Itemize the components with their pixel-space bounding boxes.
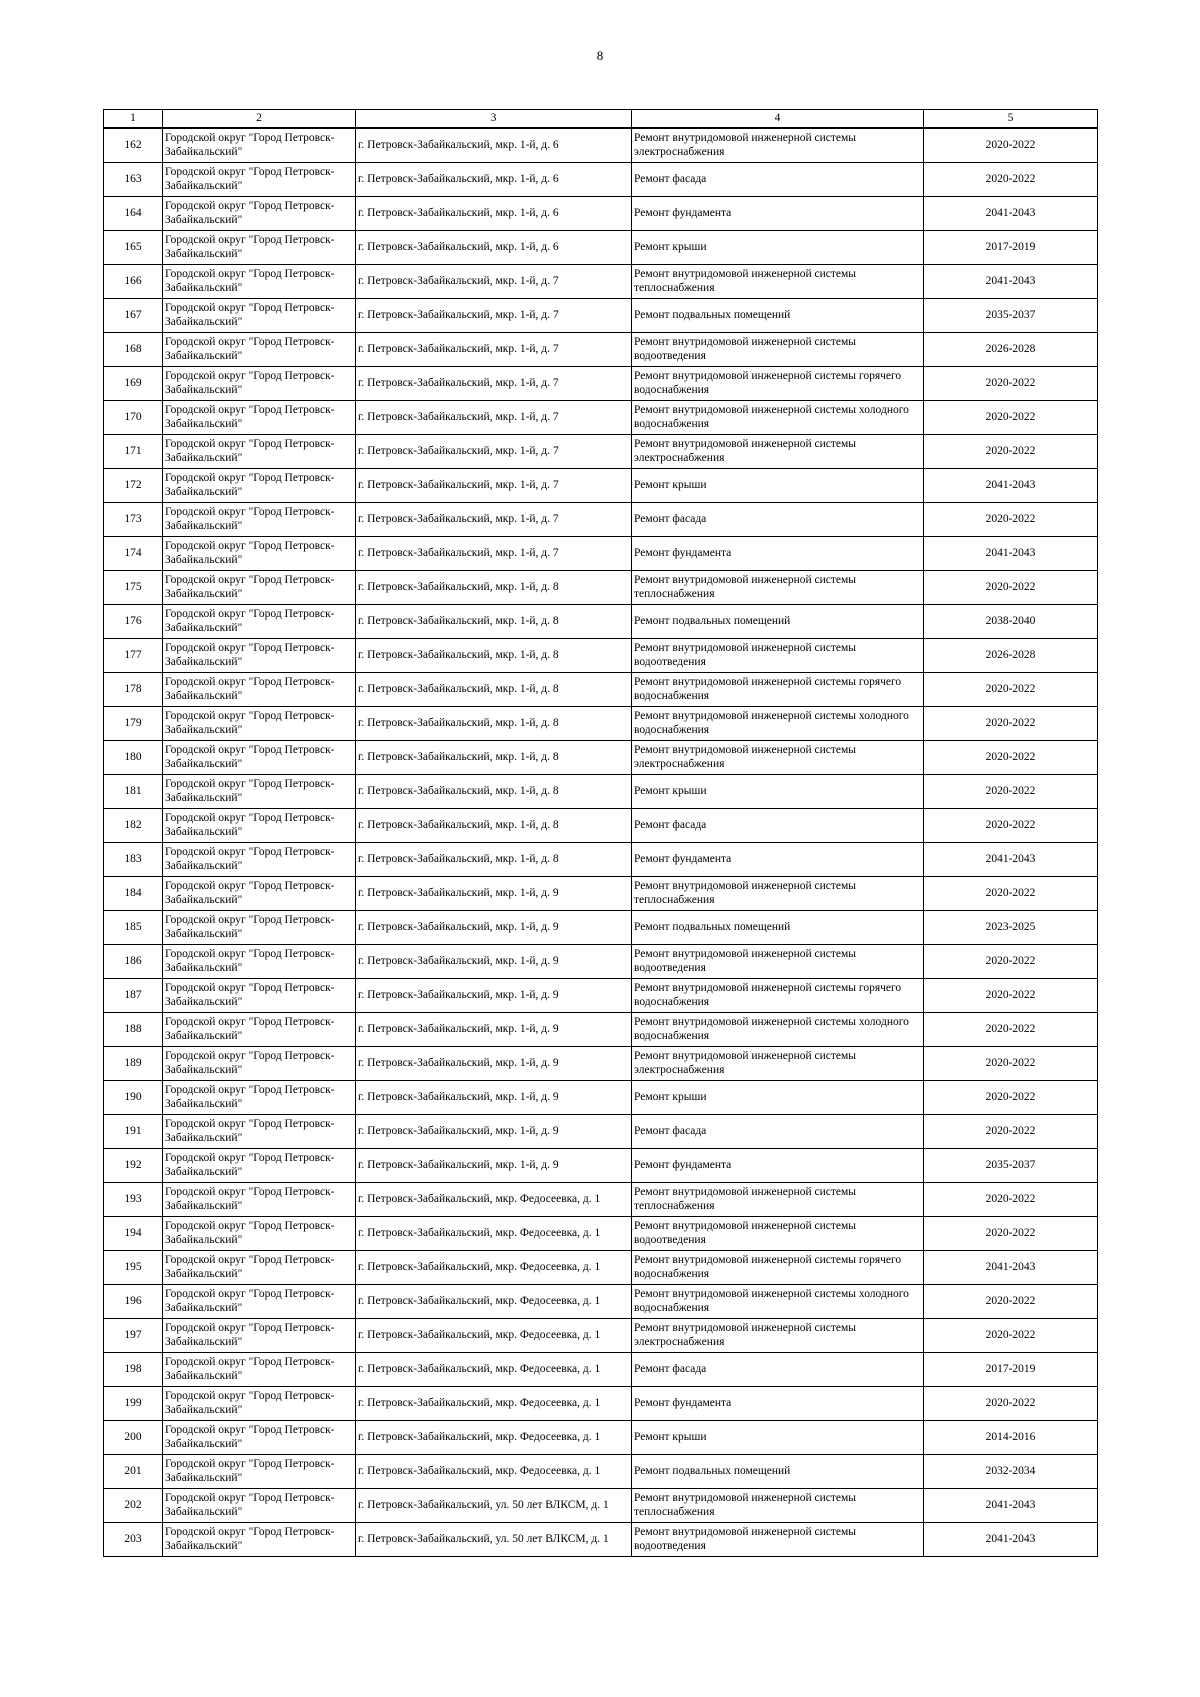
period-cell: 2032-2034 <box>924 1454 1098 1488</box>
period-cell: 2020-2022 <box>924 944 1098 978</box>
row-number-cell: 194 <box>104 1216 163 1250</box>
period-cell: 2020-2022 <box>924 706 1098 740</box>
municipality-cell: Городской округ "Город Петровск-Забайкальский" <box>163 1046 356 1080</box>
address-cell: г. Петровск-Забайкальский, мкр. 1-й, д. 7 <box>356 264 632 298</box>
period-cell: 2020-2022 <box>924 1318 1098 1352</box>
address-cell: г. Петровск-Забайкальский, мкр. Федосеевка, д. 1 <box>356 1420 632 1454</box>
row-number-cell: 166 <box>104 264 163 298</box>
municipality-cell: Городской округ "Город Петровск-Забайкальский" <box>163 366 356 400</box>
work-type-cell: Ремонт фасада <box>632 162 924 196</box>
address-cell: г. Петровск-Забайкальский, мкр. 1-й, д. 9 <box>356 978 632 1012</box>
address-cell: г. Петровск-Забайкальский, мкр. 1-й, д. 6 <box>356 196 632 230</box>
municipality-cell: Городской округ "Город Петровск-Забайкальский" <box>163 128 356 162</box>
row-number-cell: 199 <box>104 1386 163 1420</box>
work-type-cell: Ремонт внутридомовой инженерной системы холодного водоснабжения <box>632 706 924 740</box>
work-type-cell: Ремонт внутридомовой инженерной системы холодного водоснабжения <box>632 1284 924 1318</box>
period-cell: 2026-2028 <box>924 332 1098 366</box>
table-row <box>104 128 1098 162</box>
period-cell: 2020-2022 <box>924 570 1098 604</box>
municipality-cell: Городской округ "Город Петровск-Забайкальский" <box>163 434 356 468</box>
period-cell: 2020-2022 <box>924 876 1098 910</box>
address-cell: г. Петровск-Забайкальский, мкр. 1-й, д. 7 <box>356 332 632 366</box>
table-row <box>104 638 1098 672</box>
municipality-cell: Городской округ "Город Петровск-Забайкальский" <box>163 1216 356 1250</box>
row-number-cell: 181 <box>104 774 163 808</box>
work-type-cell: Ремонт внутридомовой инженерной системы теплоснабжения <box>632 876 924 910</box>
period-cell: 2026-2028 <box>924 638 1098 672</box>
address-cell: г. Петровск-Забайкальский, мкр. 1-й, д. 7 <box>356 468 632 502</box>
work-type-cell: Ремонт внутридомовой инженерной системы электроснабжения <box>632 1318 924 1352</box>
municipality-cell: Городской округ "Город Петровск-Забайкальский" <box>163 196 356 230</box>
capital-repair-table <box>103 109 1098 1557</box>
period-cell: 2020-2022 <box>924 1216 1098 1250</box>
row-number-cell: 189 <box>104 1046 163 1080</box>
table-row <box>104 876 1098 910</box>
address-cell: г. Петровск-Забайкальский, мкр. 1-й, д. 9 <box>356 1148 632 1182</box>
table-row <box>104 400 1098 434</box>
row-number-cell: 185 <box>104 910 163 944</box>
municipality-cell: Городской округ "Город Петровск-Забайкальский" <box>163 1352 356 1386</box>
address-cell: г. Петровск-Забайкальский, мкр. 1-й, д. 8 <box>356 808 632 842</box>
table-row <box>104 332 1098 366</box>
work-type-cell: Ремонт внутридомовой инженерной системы теплоснабжения <box>632 1488 924 1522</box>
table-row <box>104 1250 1098 1284</box>
municipality-cell: Городской округ "Город Петровск-Забайкальский" <box>163 740 356 774</box>
row-number-cell: 165 <box>104 230 163 264</box>
table-row <box>104 502 1098 536</box>
address-cell: г. Петровск-Забайкальский, мкр. 1-й, д. 9 <box>356 1046 632 1080</box>
municipality-cell: Городской округ "Город Петровск-Забайкальский" <box>163 1522 356 1556</box>
row-number-cell: 202 <box>104 1488 163 1522</box>
table-row <box>104 1420 1098 1454</box>
work-type-cell: Ремонт фундамента <box>632 196 924 230</box>
row-number-cell: 177 <box>104 638 163 672</box>
municipality-cell: Городской округ "Город Петровск-Забайкальский" <box>163 1012 356 1046</box>
row-number-cell: 178 <box>104 672 163 706</box>
period-cell: 2035-2037 <box>924 1148 1098 1182</box>
row-number-cell: 201 <box>104 1454 163 1488</box>
table-row <box>104 1182 1098 1216</box>
period-cell: 2020-2022 <box>924 1012 1098 1046</box>
work-type-cell: Ремонт фундамента <box>632 536 924 570</box>
period-cell: 2020-2022 <box>924 162 1098 196</box>
municipality-cell: Городской округ "Город Петровск-Забайкальский" <box>163 1488 356 1522</box>
period-cell: 2020-2022 <box>924 1046 1098 1080</box>
table-row <box>104 1148 1098 1182</box>
municipality-cell: Городской округ "Город Петровск-Забайкальский" <box>163 638 356 672</box>
address-cell: г. Петровск-Забайкальский, мкр. 1-й, д. 8 <box>356 842 632 876</box>
municipality-cell: Городской округ "Город Петровск-Забайкальский" <box>163 604 356 638</box>
work-type-cell: Ремонт фасада <box>632 502 924 536</box>
municipality-cell: Городской округ "Город Петровск-Забайкальский" <box>163 1284 356 1318</box>
column-header: 5 <box>924 110 1098 129</box>
table-row <box>104 536 1098 570</box>
work-type-cell: Ремонт внутридомовой инженерной системы теплоснабжения <box>632 264 924 298</box>
table-row <box>104 468 1098 502</box>
municipality-cell: Городской округ "Город Петровск-Забайкальский" <box>163 706 356 740</box>
table-row <box>104 1114 1098 1148</box>
period-cell: 2035-2037 <box>924 298 1098 332</box>
table-row <box>104 1284 1098 1318</box>
work-type-cell: Ремонт фундамента <box>632 1148 924 1182</box>
table-row <box>104 1012 1098 1046</box>
row-number-cell: 170 <box>104 400 163 434</box>
work-type-cell: Ремонт крыши <box>632 230 924 264</box>
municipality-cell: Городской округ "Город Петровск-Забайкальский" <box>163 1114 356 1148</box>
row-number-cell: 187 <box>104 978 163 1012</box>
row-number-cell: 176 <box>104 604 163 638</box>
address-cell: г. Петровск-Забайкальский, мкр. 1-й, д. 8 <box>356 706 632 740</box>
work-type-cell: Ремонт фасада <box>632 808 924 842</box>
column-number-row <box>104 110 1098 129</box>
municipality-cell: Городской округ "Город Петровск-Забайкальский" <box>163 1080 356 1114</box>
row-number-cell: 174 <box>104 536 163 570</box>
period-cell: 2020-2022 <box>924 1284 1098 1318</box>
work-type-cell: Ремонт фундамента <box>632 842 924 876</box>
table-row <box>104 366 1098 400</box>
work-type-cell: Ремонт подвальных помещений <box>632 1454 924 1488</box>
row-number-cell: 184 <box>104 876 163 910</box>
address-cell: г. Петровск-Забайкальский, мкр. 1-й, д. 9 <box>356 876 632 910</box>
period-cell: 2041-2043 <box>924 536 1098 570</box>
row-number-cell: 186 <box>104 944 163 978</box>
address-cell: г. Петровск-Забайкальский, мкр. 1-й, д. 8 <box>356 740 632 774</box>
page-number: 8 <box>596 48 604 63</box>
work-type-cell: Ремонт внутридомовой инженерной системы холодного водоснабжения <box>632 400 924 434</box>
row-number-cell: 171 <box>104 434 163 468</box>
work-type-cell: Ремонт подвальных помещений <box>632 604 924 638</box>
period-cell: 2041-2043 <box>924 196 1098 230</box>
row-number-cell: 190 <box>104 1080 163 1114</box>
period-cell: 2020-2022 <box>924 366 1098 400</box>
address-cell: г. Петровск-Забайкальский, мкр. 1-й, д. 7 <box>356 400 632 434</box>
table-row <box>104 196 1098 230</box>
period-cell: 2020-2022 <box>924 808 1098 842</box>
row-number-cell: 203 <box>104 1522 163 1556</box>
row-number-cell: 164 <box>104 196 163 230</box>
address-cell: г. Петровск-Забайкальский, мкр. 1-й, д. 9 <box>356 910 632 944</box>
municipality-cell: Городской округ "Город Петровск-Забайкальский" <box>163 570 356 604</box>
period-cell: 2020-2022 <box>924 434 1098 468</box>
row-number-cell: 169 <box>104 366 163 400</box>
work-type-cell: Ремонт внутридомовой инженерной системы водоотведения <box>632 638 924 672</box>
work-type-cell: Ремонт фасада <box>632 1352 924 1386</box>
table-row <box>104 774 1098 808</box>
municipality-cell: Городской округ "Город Петровск-Забайкальский" <box>163 1182 356 1216</box>
row-number-cell: 193 <box>104 1182 163 1216</box>
work-type-cell: Ремонт фундамента <box>632 1386 924 1420</box>
address-cell: г. Петровск-Забайкальский, мкр. Федосеевка, д. 1 <box>356 1284 632 1318</box>
work-type-cell: Ремонт крыши <box>632 468 924 502</box>
address-cell: г. Петровск-Забайкальский, мкр. 1-й, д. 7 <box>356 366 632 400</box>
municipality-cell: Городской округ "Город Петровск-Забайкальский" <box>163 774 356 808</box>
row-number-cell: 188 <box>104 1012 163 1046</box>
period-cell: 2041-2043 <box>924 1250 1098 1284</box>
column-header: 3 <box>356 110 632 129</box>
work-type-cell: Ремонт внутридомовой инженерной системы горячего водоснабжения <box>632 366 924 400</box>
table-row <box>104 808 1098 842</box>
period-cell: 2020-2022 <box>924 1386 1098 1420</box>
address-cell: г. Петровск-Забайкальский, мкр. 1-й, д. 8 <box>356 570 632 604</box>
work-type-cell: Ремонт внутридомовой инженерной системы электроснабжения <box>632 128 924 162</box>
table-row <box>104 162 1098 196</box>
row-number-cell: 191 <box>104 1114 163 1148</box>
work-type-cell: Ремонт внутридомовой инженерной системы водоотведения <box>632 1522 924 1556</box>
table-row <box>104 672 1098 706</box>
period-cell: 2020-2022 <box>924 128 1098 162</box>
municipality-cell: Городской округ "Город Петровск-Забайкальский" <box>163 332 356 366</box>
row-number-cell: 167 <box>104 298 163 332</box>
municipality-cell: Городской округ "Город Петровск-Забайкальский" <box>163 502 356 536</box>
address-cell: г. Петровск-Забайкальский, мкр. Федосеевка, д. 1 <box>356 1182 632 1216</box>
work-type-cell: Ремонт внутридомовой инженерной системы холодного водоснабжения <box>632 1012 924 1046</box>
row-number-cell: 175 <box>104 570 163 604</box>
municipality-cell: Городской округ "Город Петровск-Забайкальский" <box>163 536 356 570</box>
table-row <box>104 1080 1098 1114</box>
row-number-cell: 180 <box>104 740 163 774</box>
period-cell: 2017-2019 <box>924 1352 1098 1386</box>
address-cell: г. Петровск-Забайкальский, мкр. 1-й, д. 7 <box>356 298 632 332</box>
column-header: 4 <box>632 110 924 129</box>
municipality-cell: Городской округ "Город Петровск-Забайкальский" <box>163 672 356 706</box>
table-row <box>104 1488 1098 1522</box>
period-cell: 2041-2043 <box>924 842 1098 876</box>
period-cell: 2041-2043 <box>924 468 1098 502</box>
municipality-cell: Городской округ "Город Петровск-Забайкальский" <box>163 808 356 842</box>
row-number-cell: 192 <box>104 1148 163 1182</box>
column-header: 2 <box>163 110 356 129</box>
table-row <box>104 298 1098 332</box>
row-number-cell: 200 <box>104 1420 163 1454</box>
municipality-cell: Городской округ "Город Петровск-Забайкальский" <box>163 910 356 944</box>
period-cell: 2020-2022 <box>924 1182 1098 1216</box>
table-row <box>104 1352 1098 1386</box>
period-cell: 2041-2043 <box>924 1522 1098 1556</box>
municipality-cell: Городской округ "Город Петровск-Забайкальский" <box>163 944 356 978</box>
work-type-cell: Ремонт крыши <box>632 1080 924 1114</box>
period-cell: 2020-2022 <box>924 502 1098 536</box>
period-cell: 2020-2022 <box>924 774 1098 808</box>
municipality-cell: Городской округ "Город Петровск-Забайкальский" <box>163 468 356 502</box>
municipality-cell: Городской округ "Город Петровск-Забайкальский" <box>163 842 356 876</box>
address-cell: г. Петровск-Забайкальский, мкр. 1-й, д. 9 <box>356 944 632 978</box>
address-cell: г. Петровск-Забайкальский, мкр. 1-й, д. 8 <box>356 604 632 638</box>
address-cell: г. Петровск-Забайкальский, ул. 50 лет ВЛКСМ, д. 1 <box>356 1488 632 1522</box>
table-row <box>104 978 1098 1012</box>
row-number-cell: 195 <box>104 1250 163 1284</box>
table-row <box>104 1046 1098 1080</box>
period-cell: 2020-2022 <box>924 400 1098 434</box>
work-type-cell: Ремонт подвальных помещений <box>632 910 924 944</box>
address-cell: г. Петровск-Забайкальский, мкр. Федосеевка, д. 1 <box>356 1216 632 1250</box>
period-cell: 2020-2022 <box>924 740 1098 774</box>
address-cell: г. Петровск-Забайкальский, мкр. Федосеевка, д. 1 <box>356 1250 632 1284</box>
work-type-cell: Ремонт внутридомовой инженерной системы электроснабжения <box>632 1046 924 1080</box>
row-number-cell: 196 <box>104 1284 163 1318</box>
period-cell: 2020-2022 <box>924 672 1098 706</box>
municipality-cell: Городской округ "Город Петровск-Забайкальский" <box>163 298 356 332</box>
table-row <box>104 434 1098 468</box>
work-type-cell: Ремонт внутридомовой инженерной системы горячего водоснабжения <box>632 978 924 1012</box>
address-cell: г. Петровск-Забайкальский, мкр. Федосеевка, д. 1 <box>356 1454 632 1488</box>
table-row <box>104 740 1098 774</box>
row-number-cell: 198 <box>104 1352 163 1386</box>
work-type-cell: Ремонт внутридомовой инженерной системы теплоснабжения <box>632 1182 924 1216</box>
work-type-cell: Ремонт крыши <box>632 1420 924 1454</box>
address-cell: г. Петровск-Забайкальский, мкр. 1-й, д. 8 <box>356 672 632 706</box>
work-type-cell: Ремонт внутридомовой инженерной системы водоотведения <box>632 1216 924 1250</box>
period-cell: 2020-2022 <box>924 978 1098 1012</box>
table-row <box>104 570 1098 604</box>
work-type-cell: Ремонт внутридомовой инженерной системы водоотведения <box>632 332 924 366</box>
municipality-cell: Городской округ "Город Петровск-Забайкальский" <box>163 1454 356 1488</box>
row-number-cell: 197 <box>104 1318 163 1352</box>
row-number-cell: 168 <box>104 332 163 366</box>
address-cell: г. Петровск-Забайкальский, мкр. 1-й, д. 9 <box>356 1080 632 1114</box>
address-cell: г. Петровск-Забайкальский, мкр. 1-й, д. 6 <box>356 128 632 162</box>
municipality-cell: Городской округ "Город Петровск-Забайкальский" <box>163 1148 356 1182</box>
address-cell: г. Петровск-Забайкальский, мкр. 1-й, д. 8 <box>356 638 632 672</box>
period-cell: 2017-2019 <box>924 230 1098 264</box>
period-cell: 2020-2022 <box>924 1080 1098 1114</box>
municipality-cell: Городской округ "Город Петровск-Забайкальский" <box>163 1250 356 1284</box>
row-number-cell: 182 <box>104 808 163 842</box>
table-body <box>104 128 1098 1556</box>
table-row <box>104 1216 1098 1250</box>
address-cell: г. Петровск-Забайкальский, мкр. 1-й, д. 7 <box>356 502 632 536</box>
period-cell: 2038-2040 <box>924 604 1098 638</box>
address-cell: г. Петровск-Забайкальский, мкр. 1-й, д. 6 <box>356 162 632 196</box>
column-header: 1 <box>104 110 163 129</box>
municipality-cell: Городской округ "Город Петровск-Забайкальский" <box>163 400 356 434</box>
table-row <box>104 706 1098 740</box>
address-cell: г. Петровск-Забайкальский, ул. 50 лет ВЛКСМ, д. 1 <box>356 1522 632 1556</box>
work-type-cell: Ремонт внутридомовой инженерной системы горячего водоснабжения <box>632 672 924 706</box>
table-row <box>104 842 1098 876</box>
period-cell: 2023-2025 <box>924 910 1098 944</box>
address-cell: г. Петровск-Забайкальский, мкр. Федосеевка, д. 1 <box>356 1352 632 1386</box>
work-type-cell: Ремонт внутридомовой инженерной системы теплоснабжения <box>632 570 924 604</box>
address-cell: г. Петровск-Забайкальский, мкр. 1-й, д. 9 <box>356 1114 632 1148</box>
period-cell: 2020-2022 <box>924 1114 1098 1148</box>
municipality-cell: Городской округ "Город Петровск-Забайкальский" <box>163 162 356 196</box>
municipality-cell: Городской округ "Город Петровск-Забайкальский" <box>163 876 356 910</box>
period-cell: 2041-2043 <box>924 1488 1098 1522</box>
table-row <box>104 1454 1098 1488</box>
municipality-cell: Городской округ "Город Петровск-Забайкальский" <box>163 1420 356 1454</box>
work-type-cell: Ремонт внутридомовой инженерной системы электроснабжения <box>632 434 924 468</box>
address-cell: г. Петровск-Забайкальский, мкр. Федосеевка, д. 1 <box>356 1318 632 1352</box>
table-row <box>104 264 1098 298</box>
table-row <box>104 1522 1098 1556</box>
row-number-cell: 183 <box>104 842 163 876</box>
municipality-cell: Городской округ "Город Петровск-Забайкальский" <box>163 978 356 1012</box>
municipality-cell: Городской округ "Город Петровск-Забайкальский" <box>163 264 356 298</box>
table-row <box>104 230 1098 264</box>
address-cell: г. Петровск-Забайкальский, мкр. Федосеевка, д. 1 <box>356 1386 632 1420</box>
row-number-cell: 172 <box>104 468 163 502</box>
address-cell: г. Петровск-Забайкальский, мкр. 1-й, д. 9 <box>356 1012 632 1046</box>
address-cell: г. Петровск-Забайкальский, мкр. 1-й, д. 7 <box>356 536 632 570</box>
work-type-cell: Ремонт внутридомовой инженерной системы горячего водоснабжения <box>632 1250 924 1284</box>
work-type-cell: Ремонт подвальных помещений <box>632 298 924 332</box>
work-type-cell: Ремонт крыши <box>632 774 924 808</box>
work-type-cell: Ремонт внутридомовой инженерной системы электроснабжения <box>632 740 924 774</box>
municipality-cell: Городской округ "Город Петровск-Забайкальский" <box>163 1386 356 1420</box>
row-number-cell: 173 <box>104 502 163 536</box>
address-cell: г. Петровск-Забайкальский, мкр. 1-й, д. 7 <box>356 434 632 468</box>
table-row <box>104 1386 1098 1420</box>
table-row <box>104 1318 1098 1352</box>
period-cell: 2041-2043 <box>924 264 1098 298</box>
row-number-cell: 179 <box>104 706 163 740</box>
address-cell: г. Петровск-Забайкальский, мкр. 1-й, д. 6 <box>356 230 632 264</box>
table-row <box>104 604 1098 638</box>
period-cell: 2014-2016 <box>924 1420 1098 1454</box>
row-number-cell: 163 <box>104 162 163 196</box>
work-type-cell: Ремонт внутридомовой инженерной системы водоотведения <box>632 944 924 978</box>
row-number-cell: 162 <box>104 128 163 162</box>
municipality-cell: Городской округ "Город Петровск-Забайкальский" <box>163 1318 356 1352</box>
table-row <box>104 910 1098 944</box>
municipality-cell: Городской округ "Город Петровск-Забайкальский" <box>163 230 356 264</box>
work-type-cell: Ремонт фасада <box>632 1114 924 1148</box>
table-row <box>104 944 1098 978</box>
address-cell: г. Петровск-Забайкальский, мкр. 1-й, д. 8 <box>356 774 632 808</box>
